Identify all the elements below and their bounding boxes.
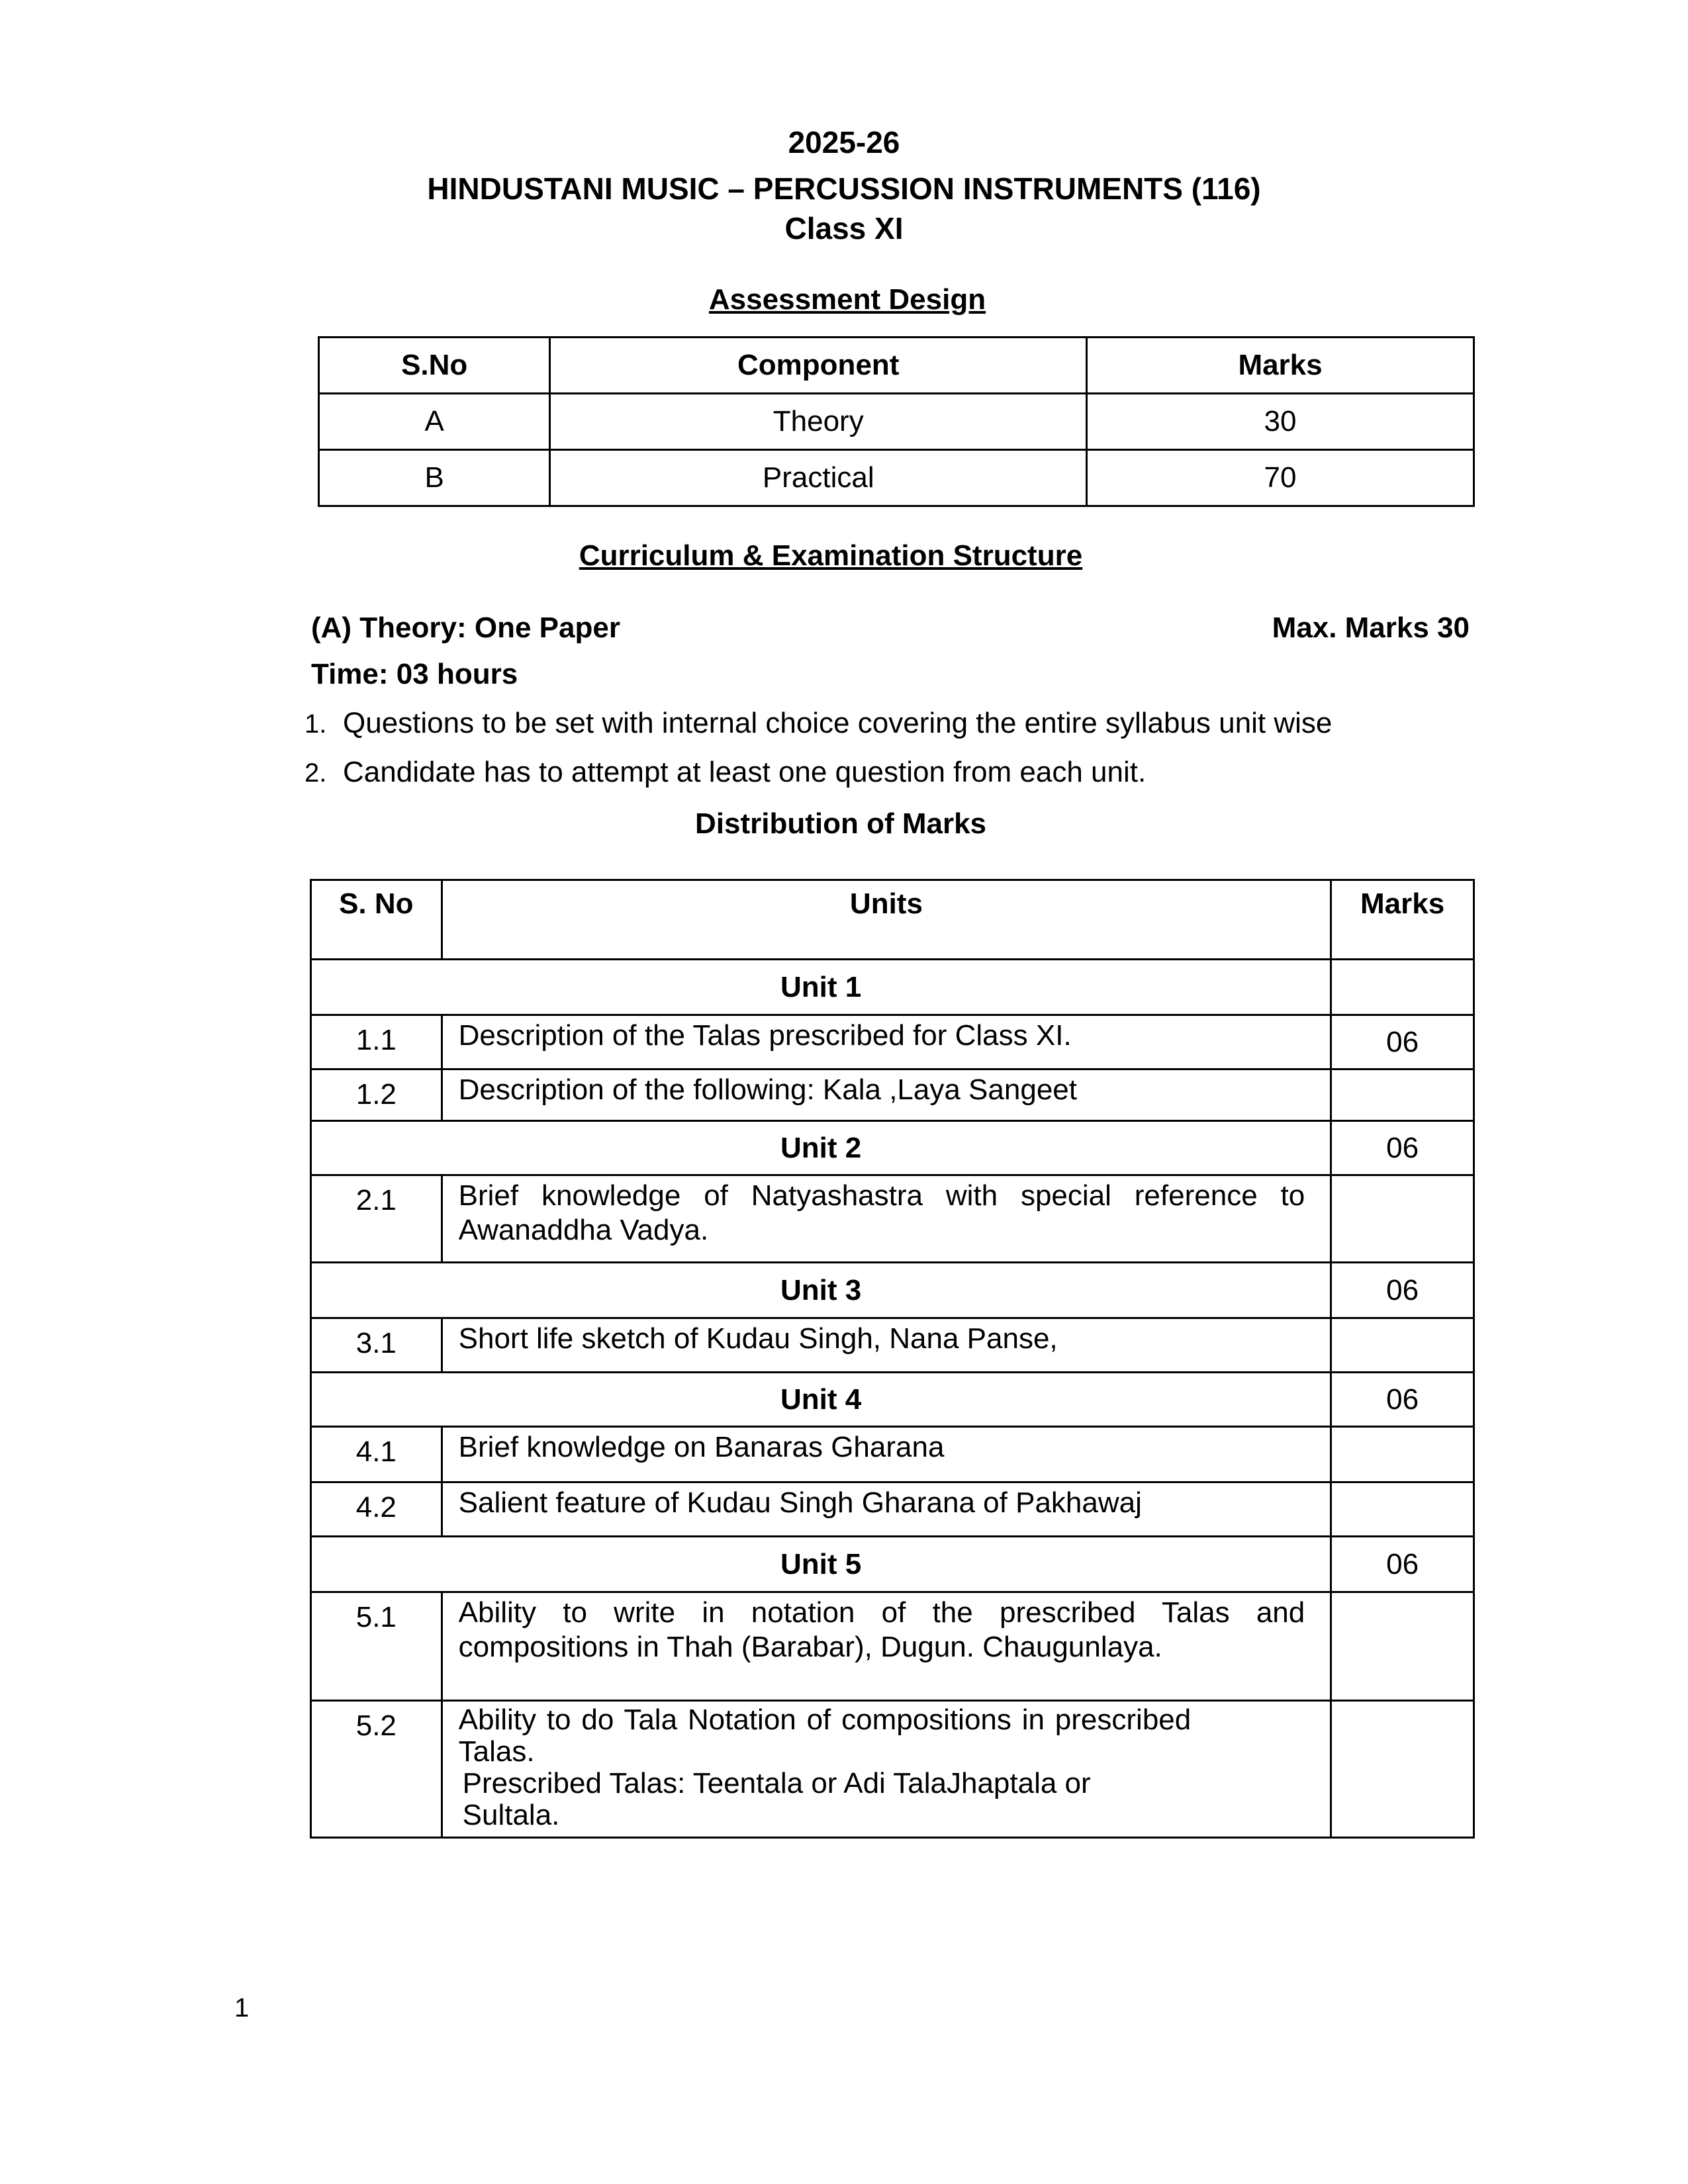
instruction-number: 1.	[305, 709, 327, 739]
instruction-number: 2.	[305, 758, 327, 788]
unit-title: Unit 1	[311, 960, 1331, 1015]
distribution-heading: Distribution of Marks	[694, 807, 987, 840]
assessment-header-row	[319, 338, 1474, 394]
curriculum-heading: Curriculum & Examination Structure	[579, 539, 1083, 572]
distribution-header-row	[311, 880, 1474, 960]
item-marks: 06	[1331, 1015, 1474, 1069]
item-sno: 5.2	[311, 1701, 442, 1838]
unit-title: Unit 3	[311, 1263, 1331, 1318]
unit-row	[311, 1121, 1474, 1175]
cell-sno: B	[319, 450, 550, 506]
col-units: Units	[442, 880, 1331, 960]
item-sno: 3.1	[311, 1318, 442, 1373]
col-sno: S.No	[319, 338, 550, 394]
unit-marks: 06	[1331, 1373, 1474, 1427]
instruction-text: Questions to be set with internal choice covering the entire syllabus unit wise	[343, 707, 1333, 739]
item-description: Ability to do Tala Notation of compositions in prescribed Talas.	[458, 1704, 1192, 1768]
table-row	[311, 1318, 1474, 1373]
table-row	[311, 1175, 1474, 1263]
unit-title: Unit 2	[311, 1121, 1331, 1175]
distribution-table	[310, 879, 1475, 1839]
table-row	[311, 1592, 1474, 1701]
item-marks	[1331, 1069, 1474, 1121]
cell-component: Practical	[550, 450, 1087, 506]
max-marks: Max. Marks 30	[1272, 612, 1470, 644]
prescribed-talas-note: Prescribed Talas: Teentala or Adi TalaJhaptala or Sultala.	[462, 1767, 1091, 1831]
item-sno: 2.1	[311, 1175, 442, 1263]
item-marks	[1331, 1427, 1474, 1482]
unit-row	[311, 1373, 1474, 1427]
cell-sno: A	[319, 394, 550, 450]
item-sno: 1.1	[311, 1015, 442, 1069]
unit-title: Unit 5	[311, 1537, 1331, 1592]
table-row	[311, 1482, 1474, 1537]
item-description: Description of the following: Kala ,Laya Sangeet	[442, 1069, 1331, 1121]
table-row	[311, 1427, 1474, 1482]
unit-row	[311, 960, 1474, 1015]
instruction-item	[305, 756, 1146, 789]
col-marks: Marks	[1331, 880, 1474, 960]
unit-row	[311, 1537, 1474, 1592]
col-marks: Marks	[1087, 338, 1474, 394]
assessment-heading: Assessment Design	[708, 283, 986, 316]
table-row	[319, 394, 1474, 450]
item-marks	[1331, 1482, 1474, 1537]
col-sno: S. No	[311, 880, 442, 960]
col-component: Component	[550, 338, 1087, 394]
table-row	[319, 450, 1474, 506]
table-row	[311, 1701, 1474, 1838]
cell-marks: 70	[1087, 450, 1474, 506]
instruction-text: Candidate has to attempt at least one question from each unit.	[343, 756, 1147, 788]
item-description: Salient feature of Kudau Singh Gharana of Pakhawaj	[442, 1482, 1331, 1537]
document-subject: HINDUSTANI MUSIC – PERCUSSION INSTRUMENTS (116)	[427, 171, 1261, 206]
item-sno: 4.2	[311, 1482, 442, 1537]
item-marks	[1331, 1318, 1474, 1373]
instruction-item	[305, 707, 1332, 740]
item-marks	[1331, 1592, 1474, 1701]
item-description-cell	[442, 1701, 1331, 1838]
item-marks	[1331, 1701, 1474, 1838]
item-description: Description of the Talas prescribed for Class XI.	[442, 1015, 1331, 1069]
cell-marks: 30	[1087, 394, 1474, 450]
item-sno: 1.2	[311, 1069, 442, 1121]
item-description: Brief knowledge on Banaras Gharana	[442, 1427, 1331, 1482]
cell-component: Theory	[550, 394, 1087, 450]
unit-marks: 06	[1331, 1121, 1474, 1175]
table-row	[311, 1015, 1474, 1069]
item-marks	[1331, 1175, 1474, 1263]
unit-marks	[1331, 960, 1474, 1015]
item-description: Ability to write in notation of the prescribed Talas and compositions in Thah (Barabar), Dugun. Chaugunlaya.	[442, 1592, 1331, 1701]
document-class: Class XI	[784, 211, 904, 246]
page-number: 1	[234, 1993, 250, 2023]
document-year: 2025-26	[788, 125, 900, 159]
theory-label: (A) Theory: One Paper	[311, 612, 620, 644]
item-sno: 5.1	[311, 1592, 442, 1701]
unit-row	[311, 1263, 1474, 1318]
item-sno: 4.1	[311, 1427, 442, 1482]
item-description: Brief knowledge of Natyashastra with special reference to Awanaddha Vadya.	[442, 1175, 1331, 1263]
item-description: Short life sketch of Kudau Singh, Nana Panse,	[442, 1318, 1331, 1373]
time-label: Time: 03 hours	[311, 658, 518, 690]
assessment-table	[318, 336, 1475, 507]
table-row	[311, 1069, 1474, 1121]
unit-marks: 06	[1331, 1263, 1474, 1318]
unit-marks: 06	[1331, 1537, 1474, 1592]
unit-title: Unit 4	[311, 1373, 1331, 1427]
